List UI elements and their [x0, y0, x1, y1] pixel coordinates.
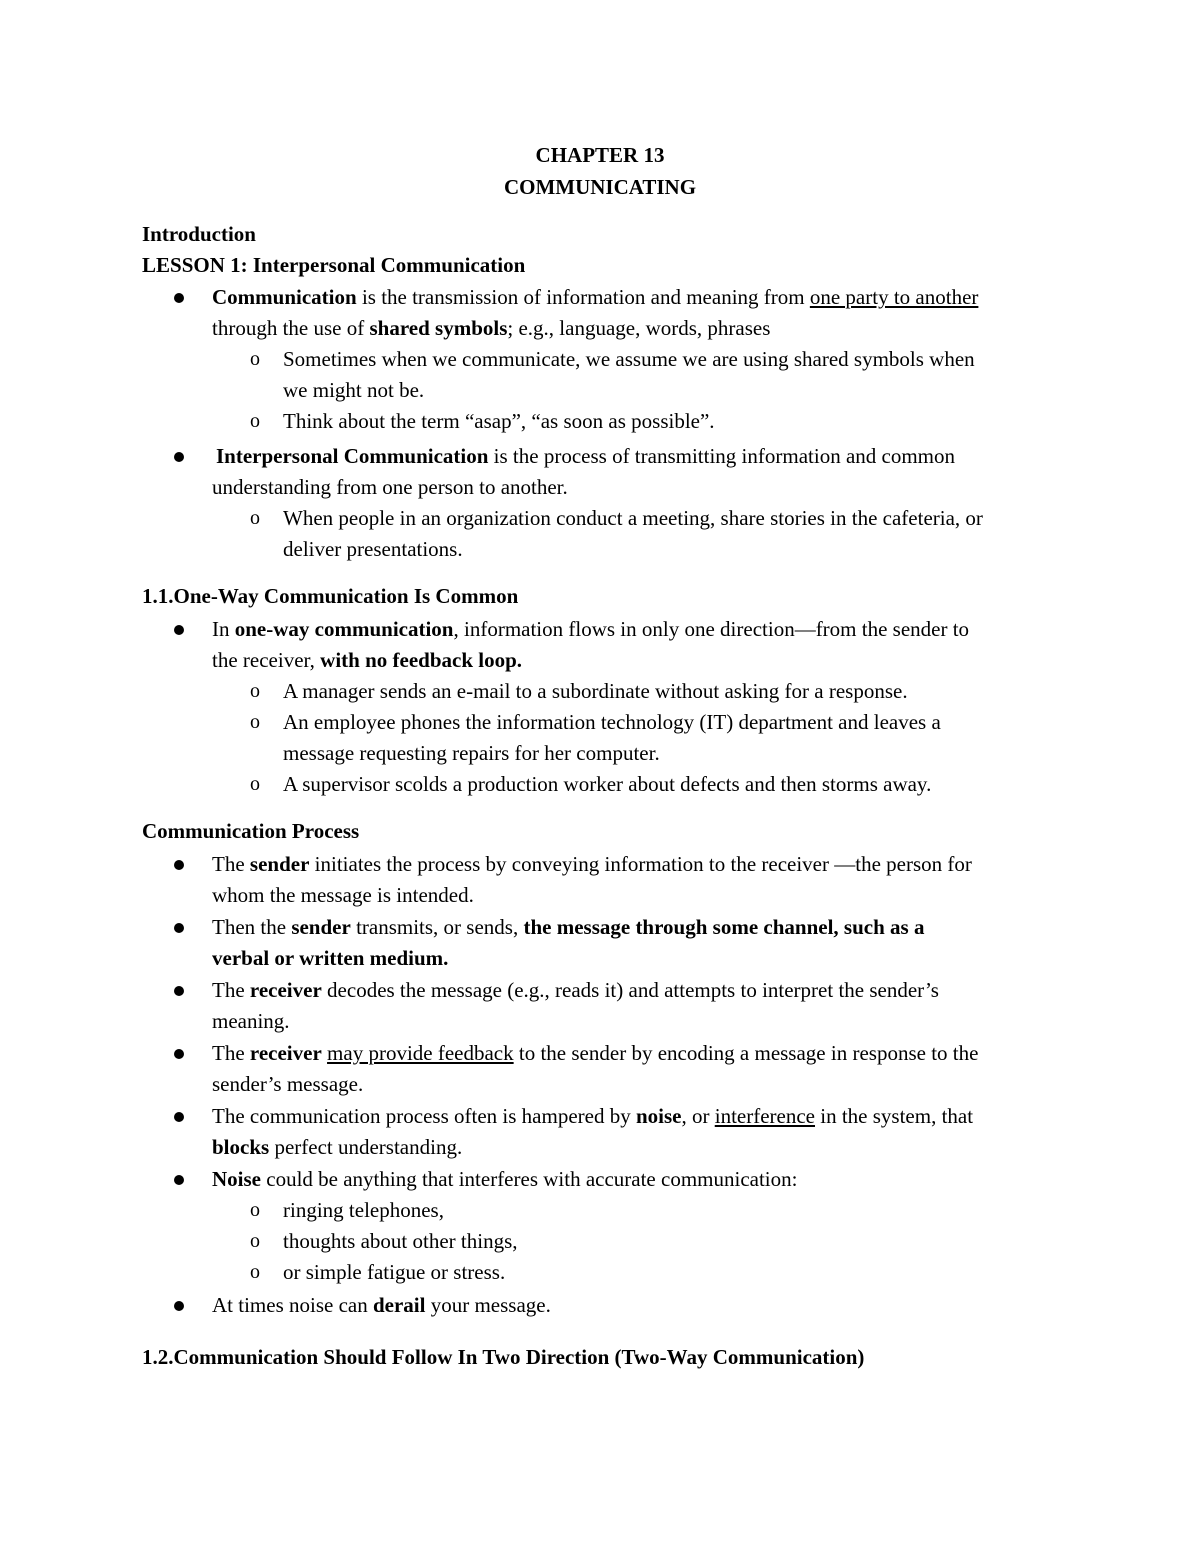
sub-bullet-icon: o: [250, 410, 260, 432]
list-item-continuation: meaning.: [212, 1009, 290, 1033]
bullet-icon: [174, 860, 184, 870]
sub-list-item: Sometimes when we communicate, we assume we are using shared symbols when: [283, 347, 975, 371]
sub-list-item-continuation: message requesting repairs for her computer.: [283, 741, 660, 765]
bullet-icon: [174, 1049, 184, 1059]
list-item: In one-way communication, information flows in only one direction—from the sender to: [212, 617, 970, 641]
sub-list-item: ringing telephones,: [283, 1198, 444, 1222]
chapter-title: COMMUNICATING: [503, 175, 697, 199]
list-item-continuation: sender’s message.: [212, 1072, 364, 1096]
sub-list-item: A manager sends an e-mail to a subordinate without asking for a response.: [283, 679, 908, 703]
chapter-number: CHAPTER 13: [535, 143, 665, 167]
bullet-icon: [174, 1112, 184, 1122]
bullet-icon: [174, 625, 184, 635]
sub-bullet-icon: o: [250, 1199, 260, 1221]
bullet-icon: [174, 452, 184, 462]
bullet-icon: [174, 1301, 184, 1311]
list-item: Noise could be anything that interferes with accurate communication:: [212, 1167, 798, 1191]
list-item: The sender initiates the process by conveying information to the receiver —the person for: [212, 852, 972, 876]
list-item-continuation: the receiver, with no feedback loop.: [212, 648, 523, 672]
underlined-text: one party to another: [809, 285, 979, 309]
list-item-continuation: through the use of shared symbols; e.g., language, words, phrases: [212, 316, 771, 340]
sub-bullet-icon: o: [250, 711, 260, 733]
list-item: The receiver decodes the message (e.g., reads it) and attempts to interpret the sender’s: [212, 978, 939, 1002]
sub-bullet-icon: o: [250, 773, 260, 795]
sub-bullet-icon: o: [250, 680, 260, 702]
sub-list-item: thoughts about other things,: [283, 1229, 518, 1253]
sub-bullet-icon: o: [250, 507, 260, 529]
bullet-icon: [174, 923, 184, 933]
sub-list-item: A supervisor scolds a production worker about defects and then storms away.: [283, 772, 932, 796]
list-item: Communication is the transmission of information and meaning from one party to another: [212, 285, 979, 309]
introduction-heading: Introduction: [142, 222, 256, 246]
sub-list-item: An employee phones the information technology (IT) department and leaves a: [283, 710, 941, 734]
sub-list-item: Think about the term “asap”, “as soon as possible”.: [283, 409, 715, 433]
section-heading-1-1: 1.1.One-Way Communication Is Common: [142, 584, 519, 608]
list-item-continuation: whom the message is intended.: [212, 883, 474, 907]
list-item: The receiver may provide feedback to the sender by encoding a message in response to the: [212, 1041, 979, 1065]
sub-bullet-icon: o: [250, 1230, 260, 1252]
sub-list-item-continuation: deliver presentations.: [283, 537, 463, 561]
sub-bullet-icon: o: [250, 1261, 260, 1283]
list-item-continuation: understanding from one person to another.: [212, 475, 568, 499]
list-item-continuation: verbal or written medium.: [212, 946, 449, 970]
list-item: Interpersonal Communication is the process of transmitting information and common: [216, 444, 956, 468]
lesson-heading: LESSON 1: Interpersonal Communication: [142, 253, 526, 277]
bullet-icon: [174, 1175, 184, 1185]
sub-list-item: When people in an organization conduct a meeting, share stories in the cafeteria, or: [283, 506, 983, 530]
bullet-icon: [174, 293, 184, 303]
list-item: The communication process often is hampered by noise, or interference in the system, that: [212, 1104, 974, 1128]
sub-list-item-continuation: we might not be.: [283, 378, 425, 402]
list-item: At times noise can derail your message.: [212, 1293, 551, 1317]
list-item: Then the sender transmits, or sends, the message through some channel, such as a: [212, 915, 925, 939]
underlined-text: interference: [714, 1104, 815, 1128]
underlined-text: may provide feedback: [327, 1041, 514, 1065]
term-bold: Communication: [212, 285, 357, 309]
sub-bullet-icon: o: [250, 348, 260, 370]
section-heading-1-2: 1.2.Communication Should Follow In Two Direction (Two-Way Communication): [142, 1345, 865, 1369]
sub-list-item: or simple fatigue or stress.: [283, 1260, 506, 1284]
bullet-icon: [174, 986, 184, 996]
list-item-continuation: blocks perfect understanding.: [212, 1135, 463, 1159]
section-heading-process: Communication Process: [142, 819, 360, 843]
